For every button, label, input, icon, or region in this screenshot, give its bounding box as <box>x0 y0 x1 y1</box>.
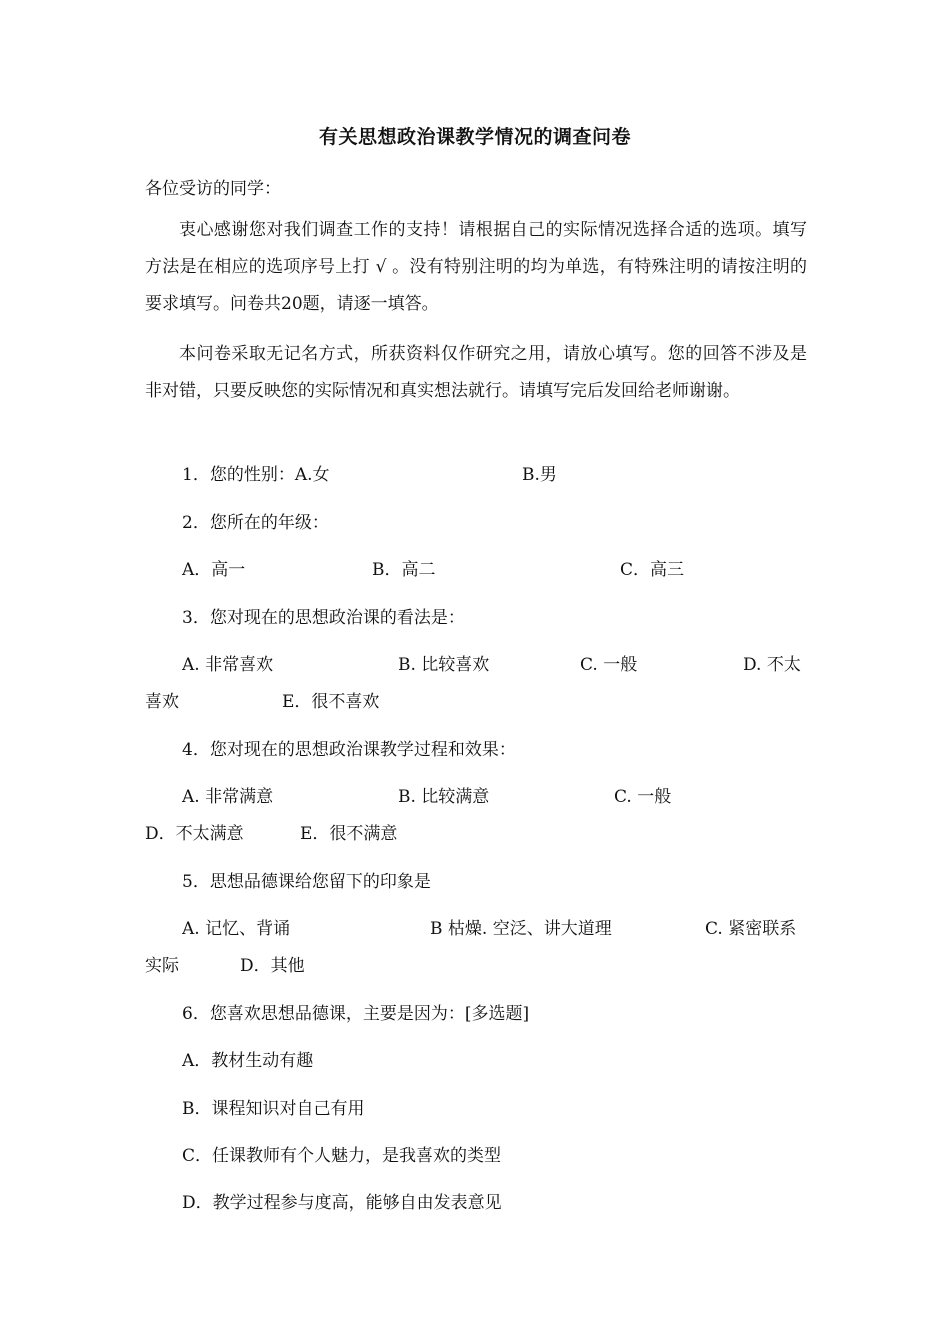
question-2-option-c: C．高三 <box>620 560 685 580</box>
question-5-text: 5．思想品德课给您留下的印象是 <box>182 872 431 892</box>
question-3-option-d-continued: 喜欢 <box>145 692 179 712</box>
question-5-option-b: B 枯燥. 空泛、讲大道理 <box>430 919 612 939</box>
question-5-option-a: A. 记忆、背诵 <box>182 919 291 939</box>
question-2-option-a: A．高一 <box>182 560 246 580</box>
question-3-option-a: A. 非常喜欢 <box>182 655 274 675</box>
intro-paragraph-1: 衷心感谢您对我们调查工作的支持！请根据自己的实际情况选择合适的选项。填写方法是在相应的选项序号上打 √ 。没有特别注明的均为单选，有特殊注明的请按注明的要求填写。问卷共20题，请逐一填答。 <box>145 220 807 314</box>
question-4-option-b: B. 比较满意 <box>398 787 490 807</box>
question-4-option-a: A. 非常满意 <box>182 787 274 807</box>
question-6-option-d: D．教学过程参与度高，能够自由发表意见 <box>182 1193 502 1213</box>
question-1-text: 1．您的性别：A.女 <box>182 465 330 485</box>
question-6-option-b: B．课程知识对自己有用 <box>182 1099 365 1119</box>
question-4-option-d: D．不太满意 <box>145 824 244 844</box>
question-4-option-e: E．很不满意 <box>300 824 398 844</box>
question-3-option-d: D. 不太 <box>743 655 801 675</box>
question-2-option-b: B．高二 <box>372 560 436 580</box>
question-2-text: 2．您所在的年级： <box>182 513 329 533</box>
document-title: 有关思想政治课教学情况的调查问卷 <box>318 126 631 148</box>
greeting: 各位受访的同学： <box>145 179 281 199</box>
question-3-option-e: E．很不喜欢 <box>282 692 380 712</box>
question-4-option-c: C. 一般 <box>614 787 672 807</box>
question-3-option-c: C. 一般 <box>580 655 638 675</box>
question-3-option-b: B. 比较喜欢 <box>398 655 490 675</box>
question-6-text: 6．您喜欢思想品德课，主要是因为：[多选题] <box>182 1004 530 1024</box>
intro-paragraph-2: 本问卷采取无记名方式，所获资料仅作研究之用，请放心填写。您的回答不涉及是非对错，只要反映您的实际情况和真实想法就行。请填写完后发回给老师谢谢。 <box>145 344 807 401</box>
question-5-option-c-continued: 实际 <box>145 956 179 976</box>
question-6-option-a: A．教材生动有趣 <box>182 1051 314 1071</box>
question-4-text: 4．您对现在的思想政治课教学过程和效果： <box>182 740 516 760</box>
question-5-option-c: C. 紧密联系 <box>705 919 797 939</box>
question-1-option-b: B.男 <box>522 465 557 485</box>
question-5-option-d: D．其他 <box>240 956 305 976</box>
question-6-option-c: C．任课教师有个人魅力，是我喜欢的类型 <box>182 1146 502 1166</box>
question-3-text: 3．您对现在的思想政治课的看法是： <box>182 608 465 628</box>
